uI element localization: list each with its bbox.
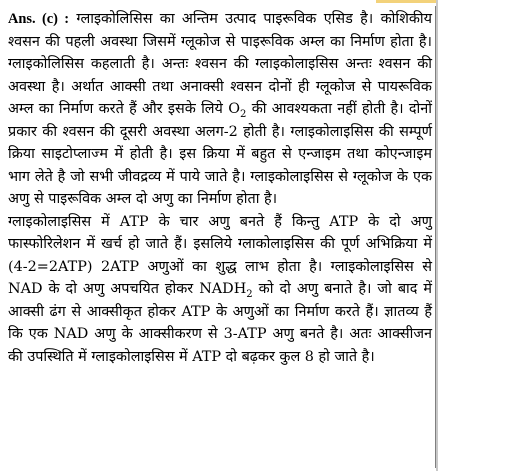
nadh-subscript: 2 [246,288,253,300]
answer-label: Ans. (c) : [8,11,70,27]
answer-paragraph-2 [8,211,432,369]
page-margin-bar [436,0,438,471]
answer-text-part-1: ग्लाइकोलिसिस का अन्तिम उत्पाद पाइरूविक एसिड है। कोशिकीय श्वसन की पहली अवस्था जिसमें ग्लूकोज से पाइरूविक अम्ल का निर्माण होता है। ग्लाइकोलिसिस कहलाती है। अन्तः श्वसन की ग्लाइकोलाइसिस अन्तः श्वसन की अवस्था है। अर्थात आक्सी तथा अनाक्सी श्वसन दोनों ही ग्लूकोज से पायरूविक अम्ल का निर्माण करते हैं और इसके लिये O [8,11,432,117]
answer-paragraph-1 [8,8,432,211]
answer-text-part-3: ग्लाइकोलाइसिस में ATP के चार अणु बनते हैं किन्तु ATP के दो अणु फास्फोरिलेशन में खर्च हो जाते हैं। इसलिये ग्लाकोलाइसिस की पूर्ण अभिक्रिया में (4-2=2ATP) 2ATP अणुओं का शुद्ध लाभ होता है। ग्लाइकोलाइसिस से NAD के दो अणु अपचयित होकर NADH [8,213,432,297]
answer-text-part-2: की आवश्यकता नहीं होती है। दोनों प्रकार की श्वसन की दूसरी अवस्था अलग-2 होती है। ग्लाइकोलाइसिस की सम्पूर्ण क्रिया साइटोप्लाज्म में होती है। इस क्रिया में बहुत से एन्जाइम तथा कोएन्जाइम भाग लेते है जो सभी जीवद्रव्य में पाये जाते है। ग्लाइकोलाइसिस से ग्लूकोज के एक अणु से पाइरूविक अम्ल दो अणु का निर्माण होता है। [8,101,432,207]
o2-subscript: 2 [240,108,247,120]
answer-text-part-4: को दो अणु बनाते है। जो बाद में आक्सी ढंग से आक्सीकृत होकर ATP के अणुओं का निर्माण करते हैं। ज्ञातव्य हैं कि एक NAD अणु के आक्सीकरण से 3-ATP अणु बनते है। अतः आक्सीजन की उपस्थिति में ग्लाइकोलाइसिस में ATP दो बढ़कर कुल 8 हो जाते है। [8,281,433,365]
top-highlight-strip [376,0,436,3]
answer-text-block [8,8,432,368]
